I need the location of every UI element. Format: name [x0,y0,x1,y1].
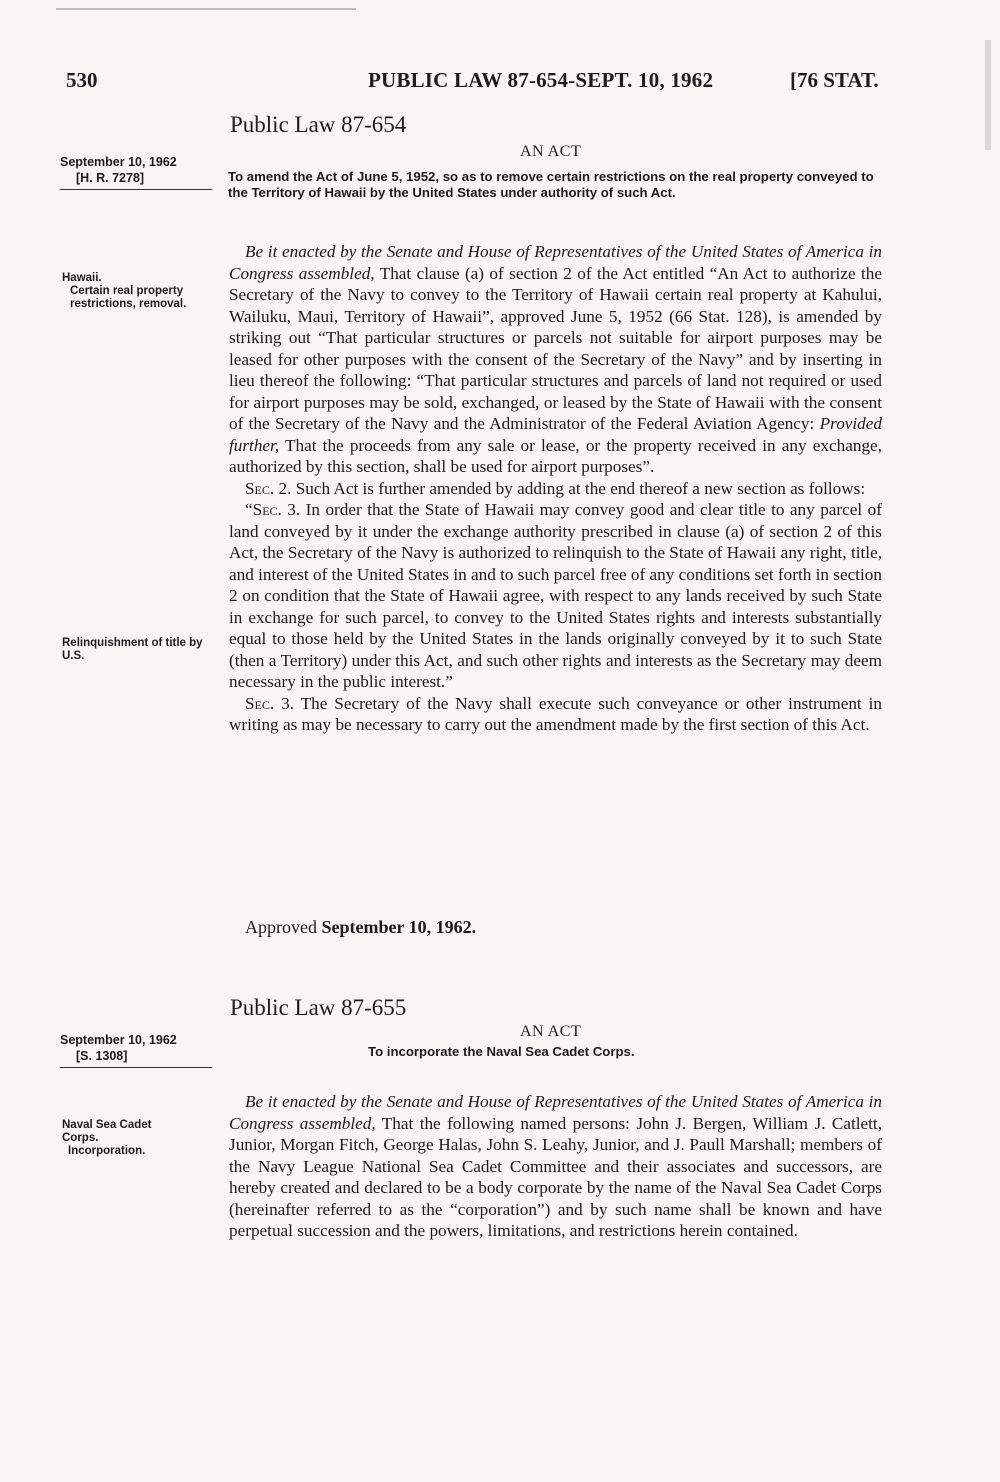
law1-sec3-quoted: “Sec. 3. In order that the State of Hawaii may convey good and clear title to any parcel of land conveyed by it under the exchange authority prescribed in clause (a) of section 2 of this Act, the Secretary of the Navy is authorized to relinquish to the State of Hawaii any right, title, and interest of the United States in and to such parcel free of any conditions set forth in section 2 on condition that the State of Hawaii agree, with respect to any lands received by such State in exchange for such parcel, to convey to the United States rights and interests substantially equal to those held by the United States in the lands originally conveyed by it to such State (then a Territory) under this Act, and such other rights and interests as the Secretary may deem necessary in the public interest.” [229,500,882,691]
top-edge-rule [56,8,356,10]
law2-enacting-paragraph: Be it enacted by the Senate and House of Representatives of the United States of America in Congress assembled, That the following named persons: John J. Bergen, William J. Catlett, Junior, Morgan Fitch, George Halas, John S. Leahy, Junior, and J. Paull Marshall; members of the Navy League National Sea Cadet Committee and their associates and successors, are hereby created and declared to be a body corporate by the name of the Naval Sea Cadet Corps (hereinafter referred to as the “corporation”) and by such name shall be known and have perpetual succession and the powers, limitations, and restrictions herein contained. [229,1092,882,1240]
running-head-title: PUBLIC LAW 87-654-SEPT. 10, 1962 [368,68,714,92]
law2-bill: [S. 1308] [60,1048,212,1068]
law1-title: Public Law 87-654 [230,112,407,137]
running-head-volume: [76 STAT. [790,68,879,92]
law2-date: September 10, 1962 [60,1033,177,1047]
law1-approved: Approved September 10, 1962. [245,917,477,937]
law2-side-date [60,1032,212,1068]
law1-sec2: Sec. 2. Such Act is further amended by adding at the end thereof a new section as follows: [245,478,866,498]
law2-an-act: AN ACT [520,1023,582,1040]
provided-further: Provided further, [229,414,883,455]
law2-body [229,1091,882,1242]
law1-an-act: AN ACT [520,143,582,160]
law2-purpose: To incorporate the Naval Sea Cadet Corps. [368,1044,635,1059]
law1-purpose: To amend the Act of June 5, 1952, so as to remove certain restrictions on the real property conveyed to the Territory of Hawaii by the United States under authority of such Act. [228,169,874,200]
law1-body [229,241,882,736]
law1-side-date [60,154,212,190]
law2-enacting-clause: Be it enacted by the Senate and House of Representatives of the United States of America in Congress assembled, [229,1092,882,1133]
running-head [0,68,1000,102]
law1-sec3: Sec. 3. The Secretary of the Navy shall execute such conveyance or other instrument in writing as may be necessary to carry out the amendment made by the first section of this Act. [229,693,882,734]
law1-enacting-paragraph: Be it enacted by the Senate and House of Representatives of the United States of America in Congress assembled, That clause (a) of section 2 of the Act entitled “An Act to authorize the Secretary of the Navy to convey to the Territory of Hawaii certain real property at Kahului, Wailuku, Maui, Territory of Hawaii”, approved June 5, 1952 (66 Stat. 128), is amended by striking out “That particular structures or parcels not suitable for airport purposes may be leased for other purposes with the consent of the Secretary of the Navy” and by inserting in lieu thereof the following: “That particular structures and parcels of land not required or used for airport purposes may be sold, exchanged, or leased by the State of Hawaii with the consent of the Secretary of the Navy and the Administrator of the Federal Aviation Agency: Provided further, That the proceeds from any sale or lease, or the property received in any exchange, authorized by this section, shall be used for airport purposes”. [229,242,883,476]
page-number: 530 [66,68,98,92]
law1-margin-note-hawaii: Hawaii. Certain real property restrictions, removal. [62,272,187,310]
law1-margin-note-relinquishment: Relinquishment of title by U.S. [62,637,203,662]
law2-title: Public Law 87-655 [230,995,407,1020]
law1-bill: [H. R. 7278] [60,170,212,190]
law1-date: September 10, 1962 [60,155,177,169]
law1-enacting-clause: Be it enacted by the Senate and House of Representatives of the United States of America in Congress assembled, [229,242,882,283]
law2-margin-note: Naval Sea Cadet Corps. Incorporation. [62,1119,152,1157]
